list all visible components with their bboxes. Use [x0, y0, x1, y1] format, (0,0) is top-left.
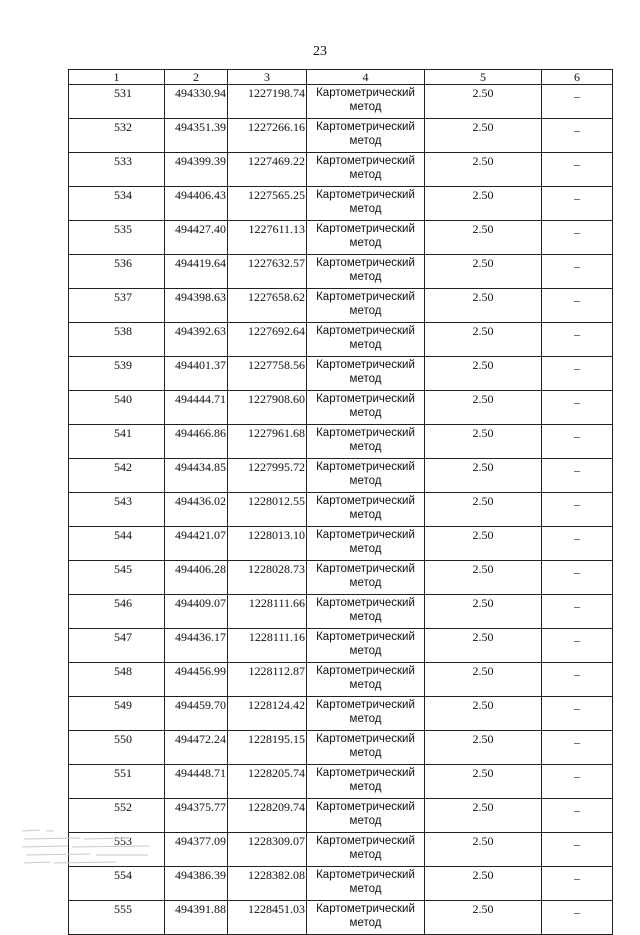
method-line-2: метод	[349, 305, 382, 317]
table-row	[69, 289, 613, 323]
point-number-cell: 538	[69, 323, 165, 357]
note-cell: –	[542, 731, 613, 765]
table-row	[69, 663, 613, 697]
note-cell: –	[542, 697, 613, 731]
method-cell	[307, 527, 425, 561]
precision-cell: 2.50	[425, 391, 542, 425]
table-row	[69, 221, 613, 255]
method-cell	[307, 731, 425, 765]
table-row	[69, 187, 613, 221]
method-cell	[307, 697, 425, 731]
method-line-1: Картометрический	[316, 835, 415, 847]
point-number-cell: 550	[69, 731, 165, 765]
method-line-1: Картометрический	[316, 597, 415, 609]
method-line-2: метод	[349, 645, 382, 657]
x-coordinate-cell: 494419.64	[165, 255, 228, 289]
note-cell: –	[542, 799, 613, 833]
table-row	[69, 731, 613, 765]
point-number-cell: 555	[69, 901, 165, 935]
y-coordinate-cell: 1227961.68	[228, 425, 307, 459]
point-number-cell: 553	[69, 833, 165, 867]
precision-cell: 2.50	[425, 187, 542, 221]
method-line-1: Картометрический	[316, 529, 415, 541]
method-line-2: метод	[349, 883, 382, 895]
header-col-5: 5	[425, 70, 542, 85]
header-col-2: 2	[165, 70, 228, 85]
note-cell: –	[542, 119, 613, 153]
method-line-2: метод	[349, 475, 382, 487]
note-cell: –	[542, 629, 613, 663]
method-line-1: Картометрический	[316, 87, 415, 99]
method-line-1: Картометрический	[316, 427, 415, 439]
table-row	[69, 493, 613, 527]
point-number-cell: 540	[69, 391, 165, 425]
y-coordinate-cell: 1227469.22	[228, 153, 307, 187]
y-coordinate-cell: 1228112.87	[228, 663, 307, 697]
method-line-1: Картометрический	[316, 903, 415, 915]
precision-cell: 2.50	[425, 85, 542, 119]
note-cell: –	[542, 765, 613, 799]
point-number-cell: 547	[69, 629, 165, 663]
method-line-1: Картометрический	[316, 155, 415, 167]
method-line-1: Картометрический	[316, 631, 415, 643]
method-cell	[307, 357, 425, 391]
method-line-1: Картометрический	[316, 393, 415, 405]
method-line-2: метод	[349, 781, 382, 793]
point-number-cell: 548	[69, 663, 165, 697]
method-cell	[307, 493, 425, 527]
method-line-2: метод	[349, 441, 382, 453]
precision-cell: 2.50	[425, 595, 542, 629]
precision-cell: 2.50	[425, 833, 542, 867]
table-row	[69, 255, 613, 289]
precision-cell: 2.50	[425, 459, 542, 493]
x-coordinate-cell: 494351.39	[165, 119, 228, 153]
precision-cell: 2.50	[425, 697, 542, 731]
header-col-1: 1	[69, 70, 165, 85]
x-coordinate-cell: 494444.71	[165, 391, 228, 425]
x-coordinate-cell: 494399.39	[165, 153, 228, 187]
x-coordinate-cell: 494434.85	[165, 459, 228, 493]
method-line-2: метод	[349, 917, 382, 929]
table-row	[69, 629, 613, 663]
note-cell: –	[542, 527, 613, 561]
note-cell: –	[542, 901, 613, 935]
point-number-cell: 551	[69, 765, 165, 799]
y-coordinate-cell: 1228028.73	[228, 561, 307, 595]
header-col-3: 3	[228, 70, 307, 85]
precision-cell: 2.50	[425, 153, 542, 187]
x-coordinate-cell: 494456.99	[165, 663, 228, 697]
point-number-cell: 552	[69, 799, 165, 833]
method-line-1: Картометрический	[316, 325, 415, 337]
table-row	[69, 765, 613, 799]
precision-cell: 2.50	[425, 425, 542, 459]
method-line-2: метод	[349, 407, 382, 419]
y-coordinate-cell: 1227266.16	[228, 119, 307, 153]
coordinates-table	[68, 69, 613, 935]
x-coordinate-cell: 494391.88	[165, 901, 228, 935]
precision-cell: 2.50	[425, 867, 542, 901]
method-line-1: Картометрический	[316, 495, 415, 507]
x-coordinate-cell: 494436.02	[165, 493, 228, 527]
point-number-cell: 533	[69, 153, 165, 187]
method-line-2: метод	[349, 271, 382, 283]
method-line-1: Картометрический	[316, 563, 415, 575]
method-line-1: Картометрический	[316, 801, 415, 813]
point-number-cell: 546	[69, 595, 165, 629]
point-number-cell: 531	[69, 85, 165, 119]
method-cell	[307, 595, 425, 629]
table-row	[69, 119, 613, 153]
table-row	[69, 153, 613, 187]
note-cell: –	[542, 561, 613, 595]
note-cell: –	[542, 493, 613, 527]
note-cell: –	[542, 153, 613, 187]
page-number: 23	[313, 44, 327, 59]
point-number-cell: 544	[69, 527, 165, 561]
method-line-2: метод	[349, 611, 382, 623]
y-coordinate-cell: 1228013.10	[228, 527, 307, 561]
method-cell	[307, 221, 425, 255]
method-line-2: метод	[349, 577, 382, 589]
point-number-cell: 539	[69, 357, 165, 391]
y-coordinate-cell: 1228111.16	[228, 629, 307, 663]
table-row	[69, 595, 613, 629]
method-cell	[307, 425, 425, 459]
y-coordinate-cell: 1228012.55	[228, 493, 307, 527]
y-coordinate-cell: 1227908.60	[228, 391, 307, 425]
y-coordinate-cell: 1228205.74	[228, 765, 307, 799]
x-coordinate-cell: 494448.71	[165, 765, 228, 799]
x-coordinate-cell: 494392.63	[165, 323, 228, 357]
y-coordinate-cell: 1227995.72	[228, 459, 307, 493]
method-cell	[307, 901, 425, 935]
y-coordinate-cell: 1228209.74	[228, 799, 307, 833]
point-number-cell: 535	[69, 221, 165, 255]
point-number-cell: 542	[69, 459, 165, 493]
note-cell: –	[542, 663, 613, 697]
point-number-cell: 545	[69, 561, 165, 595]
method-cell	[307, 459, 425, 493]
point-number-cell: 554	[69, 867, 165, 901]
note-cell: –	[542, 425, 613, 459]
table-row	[69, 561, 613, 595]
method-line-2: метод	[349, 373, 382, 385]
x-coordinate-cell: 494406.28	[165, 561, 228, 595]
y-coordinate-cell: 1228124.42	[228, 697, 307, 731]
point-number-cell: 532	[69, 119, 165, 153]
method-line-2: метод	[349, 747, 382, 759]
method-line-2: метод	[349, 543, 382, 555]
method-line-2: метод	[349, 679, 382, 691]
precision-cell: 2.50	[425, 663, 542, 697]
y-coordinate-cell: 1227758.56	[228, 357, 307, 391]
method-line-1: Картометрический	[316, 767, 415, 779]
table-row	[69, 527, 613, 561]
method-cell	[307, 833, 425, 867]
y-coordinate-cell: 1227198.74	[228, 85, 307, 119]
y-coordinate-cell: 1227611.13	[228, 221, 307, 255]
precision-cell: 2.50	[425, 323, 542, 357]
x-coordinate-cell: 494427.40	[165, 221, 228, 255]
method-line-1: Картометрический	[316, 189, 415, 201]
x-coordinate-cell: 494421.07	[165, 527, 228, 561]
note-cell: –	[542, 85, 613, 119]
precision-cell: 2.50	[425, 731, 542, 765]
method-cell	[307, 289, 425, 323]
x-coordinate-cell: 494386.39	[165, 867, 228, 901]
x-coordinate-cell: 494375.77	[165, 799, 228, 833]
precision-cell: 2.50	[425, 357, 542, 391]
method-cell	[307, 561, 425, 595]
precision-cell: 2.50	[425, 255, 542, 289]
precision-cell: 2.50	[425, 527, 542, 561]
precision-cell: 2.50	[425, 119, 542, 153]
method-line-2: метод	[349, 849, 382, 861]
point-number-cell: 541	[69, 425, 165, 459]
y-coordinate-cell: 1227692.64	[228, 323, 307, 357]
table-header-row	[69, 70, 613, 85]
header-col-6: 6	[542, 70, 613, 85]
precision-cell: 2.50	[425, 221, 542, 255]
x-coordinate-cell: 494330.94	[165, 85, 228, 119]
table-row	[69, 357, 613, 391]
y-coordinate-cell: 1228111.66	[228, 595, 307, 629]
method-line-1: Картометрический	[316, 733, 415, 745]
table-row	[69, 459, 613, 493]
note-cell: –	[542, 255, 613, 289]
method-cell	[307, 391, 425, 425]
x-coordinate-cell: 494406.43	[165, 187, 228, 221]
method-line-2: метод	[349, 339, 382, 351]
note-cell: –	[542, 221, 613, 255]
point-number-cell: 534	[69, 187, 165, 221]
method-cell	[307, 85, 425, 119]
point-number-cell: 536	[69, 255, 165, 289]
precision-cell: 2.50	[425, 493, 542, 527]
x-coordinate-cell: 494377.09	[165, 833, 228, 867]
x-coordinate-cell: 494466.86	[165, 425, 228, 459]
method-line-1: Картометрический	[316, 257, 415, 269]
method-line-2: метод	[349, 237, 382, 249]
method-line-1: Картометрический	[316, 121, 415, 133]
precision-cell: 2.50	[425, 561, 542, 595]
note-cell: –	[542, 595, 613, 629]
y-coordinate-cell: 1227632.57	[228, 255, 307, 289]
point-number-cell: 549	[69, 697, 165, 731]
note-cell: –	[542, 357, 613, 391]
table-row	[69, 867, 613, 901]
point-number-cell: 543	[69, 493, 165, 527]
y-coordinate-cell: 1228382.08	[228, 867, 307, 901]
table-row	[69, 323, 613, 357]
method-line-2: метод	[349, 815, 382, 827]
method-cell	[307, 765, 425, 799]
precision-cell: 2.50	[425, 765, 542, 799]
method-line-1: Картометрический	[316, 699, 415, 711]
x-coordinate-cell: 494472.24	[165, 731, 228, 765]
method-line-2: метод	[349, 509, 382, 521]
method-line-1: Картометрический	[316, 359, 415, 371]
method-cell	[307, 153, 425, 187]
table-row	[69, 391, 613, 425]
method-cell	[307, 663, 425, 697]
x-coordinate-cell: 494409.07	[165, 595, 228, 629]
method-line-1: Картометрический	[316, 291, 415, 303]
method-cell	[307, 255, 425, 289]
method-line-1: Картометрический	[316, 223, 415, 235]
note-cell: –	[542, 459, 613, 493]
method-line-2: метод	[349, 101, 382, 113]
table-row	[69, 425, 613, 459]
precision-cell: 2.50	[425, 629, 542, 663]
y-coordinate-cell: 1227565.25	[228, 187, 307, 221]
header-col-4: 4	[307, 70, 425, 85]
table-row	[69, 85, 613, 119]
method-cell	[307, 119, 425, 153]
faded-stamp-mark	[20, 825, 160, 870]
precision-cell: 2.50	[425, 799, 542, 833]
note-cell: –	[542, 323, 613, 357]
method-cell	[307, 799, 425, 833]
y-coordinate-cell: 1228451.03	[228, 901, 307, 935]
x-coordinate-cell: 494398.63	[165, 289, 228, 323]
method-line-1: Картометрический	[316, 665, 415, 677]
note-cell: –	[542, 391, 613, 425]
x-coordinate-cell: 494459.70	[165, 697, 228, 731]
method-line-1: Картометрический	[316, 869, 415, 881]
y-coordinate-cell: 1228195.15	[228, 731, 307, 765]
method-cell	[307, 323, 425, 357]
point-number-cell: 537	[69, 289, 165, 323]
method-cell	[307, 867, 425, 901]
table-body	[69, 85, 613, 935]
note-cell: –	[542, 867, 613, 901]
method-line-2: метод	[349, 713, 382, 725]
y-coordinate-cell: 1228309.07	[228, 833, 307, 867]
x-coordinate-cell: 494401.37	[165, 357, 228, 391]
table-row	[69, 901, 613, 935]
method-cell	[307, 187, 425, 221]
method-line-2: метод	[349, 169, 382, 181]
precision-cell: 2.50	[425, 289, 542, 323]
precision-cell: 2.50	[425, 901, 542, 935]
table-row	[69, 697, 613, 731]
method-cell	[307, 629, 425, 663]
note-cell: –	[542, 187, 613, 221]
method-line-1: Картометрический	[316, 461, 415, 473]
note-cell: –	[542, 833, 613, 867]
note-cell: –	[542, 289, 613, 323]
y-coordinate-cell: 1227658.62	[228, 289, 307, 323]
x-coordinate-cell: 494436.17	[165, 629, 228, 663]
method-line-2: метод	[349, 203, 382, 215]
method-line-2: метод	[349, 135, 382, 147]
